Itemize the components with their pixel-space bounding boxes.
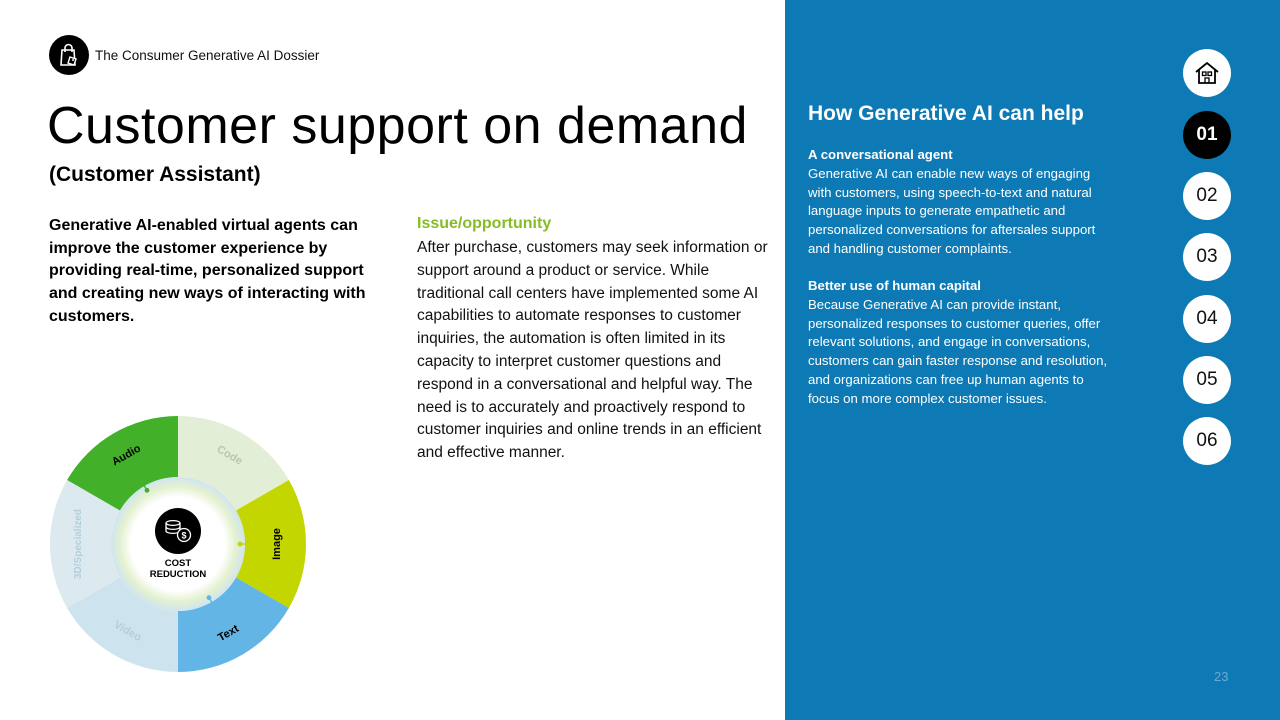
wheel-connector-dot bbox=[238, 542, 243, 547]
help-title: How Generative AI can help bbox=[808, 102, 1084, 125]
wheel-connector-dot bbox=[207, 595, 212, 600]
wheel-connector-dot bbox=[145, 488, 150, 493]
issue-heading: Issue/opportunity bbox=[417, 215, 552, 232]
wheel-center-label-2: REDUCTION bbox=[149, 569, 207, 580]
segment-label-audio: Audio bbox=[110, 442, 143, 469]
segment-label-3d: 3D/Specialized bbox=[73, 508, 84, 580]
shopping-bag-icon bbox=[49, 35, 89, 75]
nav-item-04[interactable]: 04 bbox=[1183, 295, 1231, 343]
nav-item-02[interactable]: 02 bbox=[1183, 172, 1231, 220]
help-block-human-capital bbox=[808, 277, 1113, 409]
nav-item-06[interactable]: 06 bbox=[1183, 417, 1231, 465]
home-button[interactable] bbox=[1183, 49, 1231, 97]
segment-label-code: Code bbox=[214, 443, 245, 468]
help-block-heading: A conversational agent bbox=[808, 147, 953, 162]
brand-header bbox=[49, 35, 319, 75]
page-title: Customer support on demand bbox=[47, 97, 748, 155]
help-block-body: Generative AI can enable new ways of engaging with customers, using speech-to-text and natural language inputs to generate empathetic and personalized conversations for aftersales support and handling customer complaints. bbox=[808, 165, 1096, 256]
segment-label-text: Text bbox=[216, 622, 241, 645]
coins-dollar-icon bbox=[155, 508, 201, 554]
nav-item-01[interactable]: 01 bbox=[1183, 111, 1231, 159]
issue-body: After purchase, customers may seek information or support around a product or service. While traditional call centers have implemented some AI capabilities to automate responses to customer inquiries, the automation is often limited in its capacity to interpret customer questions and respond in a conversational and helpful way. The need is to accurately and proactively respond to customer inquiries and online trends in an efficient and effective manner. bbox=[417, 239, 768, 462]
dossier-title: The Consumer Generative AI Dossier bbox=[95, 47, 320, 63]
page-subtitle: (Customer Assistant) bbox=[49, 163, 261, 186]
help-block-body: Because Generative AI can provide instant, personalized responses to customer queries, offer relevant solutions, and engage in conversations, customers can gain faster response and resolution, and organizations can free up human agents to focus on more complex customer issues. bbox=[808, 296, 1108, 406]
nav-item-05[interactable]: 05 bbox=[1183, 356, 1231, 404]
wheel-center-label-1: COST bbox=[164, 558, 192, 569]
segment-label-image: Image bbox=[271, 528, 283, 560]
help-block-conversational bbox=[808, 146, 1113, 259]
segment-label-video: Video bbox=[111, 618, 144, 645]
svg-text:$: $ bbox=[181, 530, 187, 541]
modality-wheel bbox=[48, 414, 308, 674]
nav-item-03[interactable]: 03 bbox=[1183, 233, 1231, 281]
help-block-heading: Better use of human capital bbox=[808, 278, 981, 293]
page-number: 23 bbox=[1214, 669, 1229, 684]
lead-paragraph: Generative AI-enabled virtual agents can improve the customer experience by providing real-time, personalized support and creating new ways of interacting with customers. bbox=[49, 217, 366, 325]
home-icon bbox=[1193, 60, 1221, 86]
